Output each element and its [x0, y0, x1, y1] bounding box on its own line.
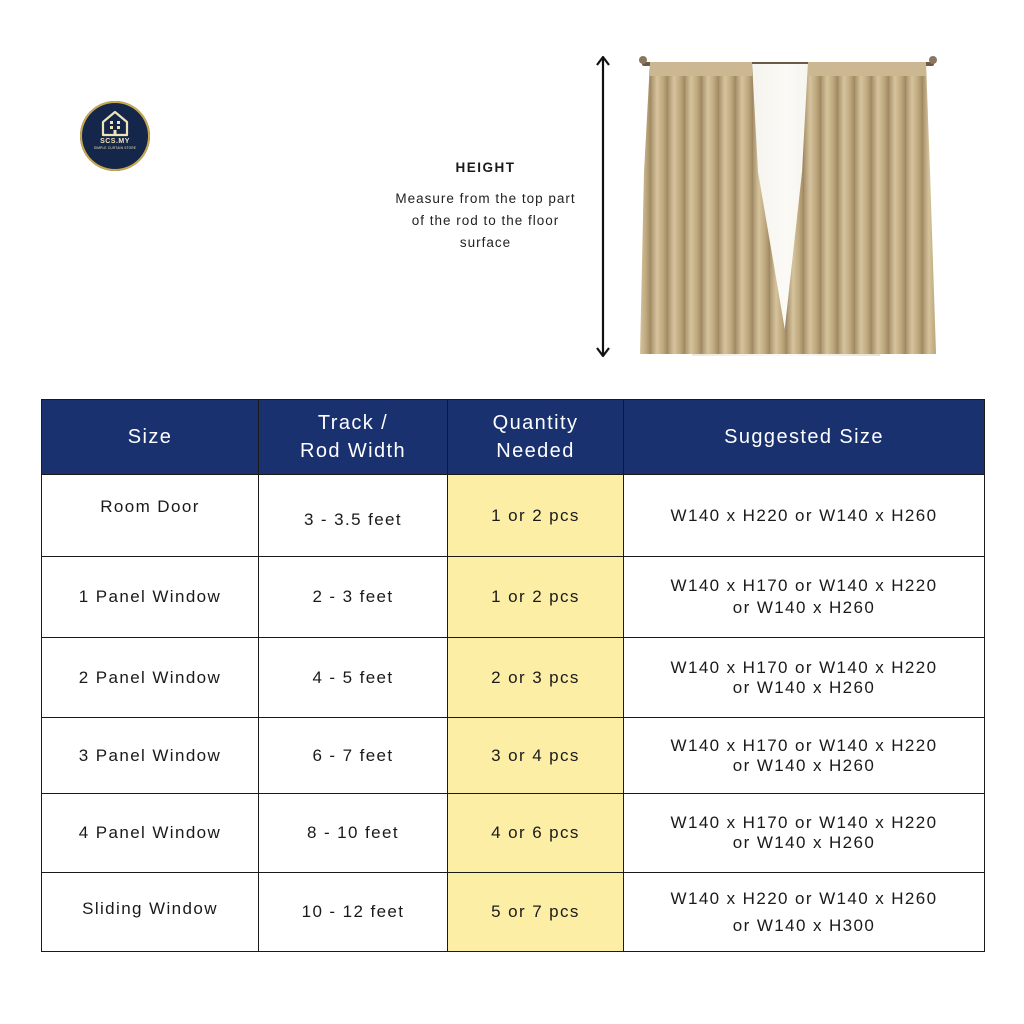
height-title: HEIGHT — [455, 160, 516, 175]
cell-size: 4 Panel Window — [42, 794, 259, 873]
cell-width: 10 - 12 feet — [259, 873, 448, 952]
cell-quantity: 2 or 3 pcs — [448, 638, 624, 718]
cell-quantity: 1 or 2 pcs — [448, 475, 624, 557]
cell-suggested: W140 x H170 or W140 x H220 or W140 x H260 — [624, 718, 985, 794]
header-size: Size — [42, 400, 259, 475]
cell-size: 3 Panel Window — [42, 718, 259, 794]
cell-suggested: W140 x H220 or W140 x H260 or W140 x H300 — [624, 873, 985, 952]
height-instruction — [388, 160, 583, 254]
logo-wordmark: SCS.MY — [100, 138, 130, 145]
cell-suggested: W140 x H170 or W140 x H220 or W140 x H260 — [624, 557, 985, 638]
cell-quantity: 4 or 6 pcs — [448, 794, 624, 873]
header-quantity: Quantity Needed — [448, 400, 624, 475]
cell-size: Room Door — [42, 475, 259, 557]
house-icon — [100, 109, 130, 137]
cell-suggested: W140 x H220 or W140 x H260 — [624, 475, 985, 557]
table-row — [42, 794, 985, 873]
table-row — [42, 557, 985, 638]
height-description: Measure from the top part of the rod to the floor surface — [395, 191, 576, 250]
cell-width: 2 - 3 feet — [259, 557, 448, 638]
table-row — [42, 638, 985, 718]
cell-suggested: W140 x H170 or W140 x H220 or W140 x H260 — [624, 794, 985, 873]
brand-logo — [80, 101, 150, 171]
table-header-row — [42, 400, 985, 475]
cell-quantity: 5 or 7 pcs — [448, 873, 624, 952]
cell-size: Sliding Window — [42, 873, 259, 952]
table-row — [42, 475, 985, 557]
height-arrow-icon — [594, 55, 612, 359]
table-row — [42, 718, 985, 794]
header-track-width: Track / Rod Width — [259, 400, 448, 475]
logo-tagline: SIMPLE CURTAIN STORE — [93, 146, 137, 150]
curtain-illustration — [634, 52, 942, 362]
cell-quantity: 3 or 4 pcs — [448, 718, 624, 794]
table-row — [42, 873, 985, 952]
cell-size: 2 Panel Window — [42, 638, 259, 718]
cell-width: 6 - 7 feet — [259, 718, 448, 794]
cell-width: 8 - 10 feet — [259, 794, 448, 873]
header-suggested-size: Suggested Size — [624, 400, 985, 475]
cell-quantity: 1 or 2 pcs — [448, 557, 624, 638]
curtain-size-table — [41, 399, 985, 952]
cell-width: 3 - 3.5 feet — [259, 475, 448, 557]
cell-width: 4 - 5 feet — [259, 638, 448, 718]
cell-size: 1 Panel Window — [42, 557, 259, 638]
cell-suggested: W140 x H170 or W140 x H220 or W140 x H260 — [624, 638, 985, 718]
